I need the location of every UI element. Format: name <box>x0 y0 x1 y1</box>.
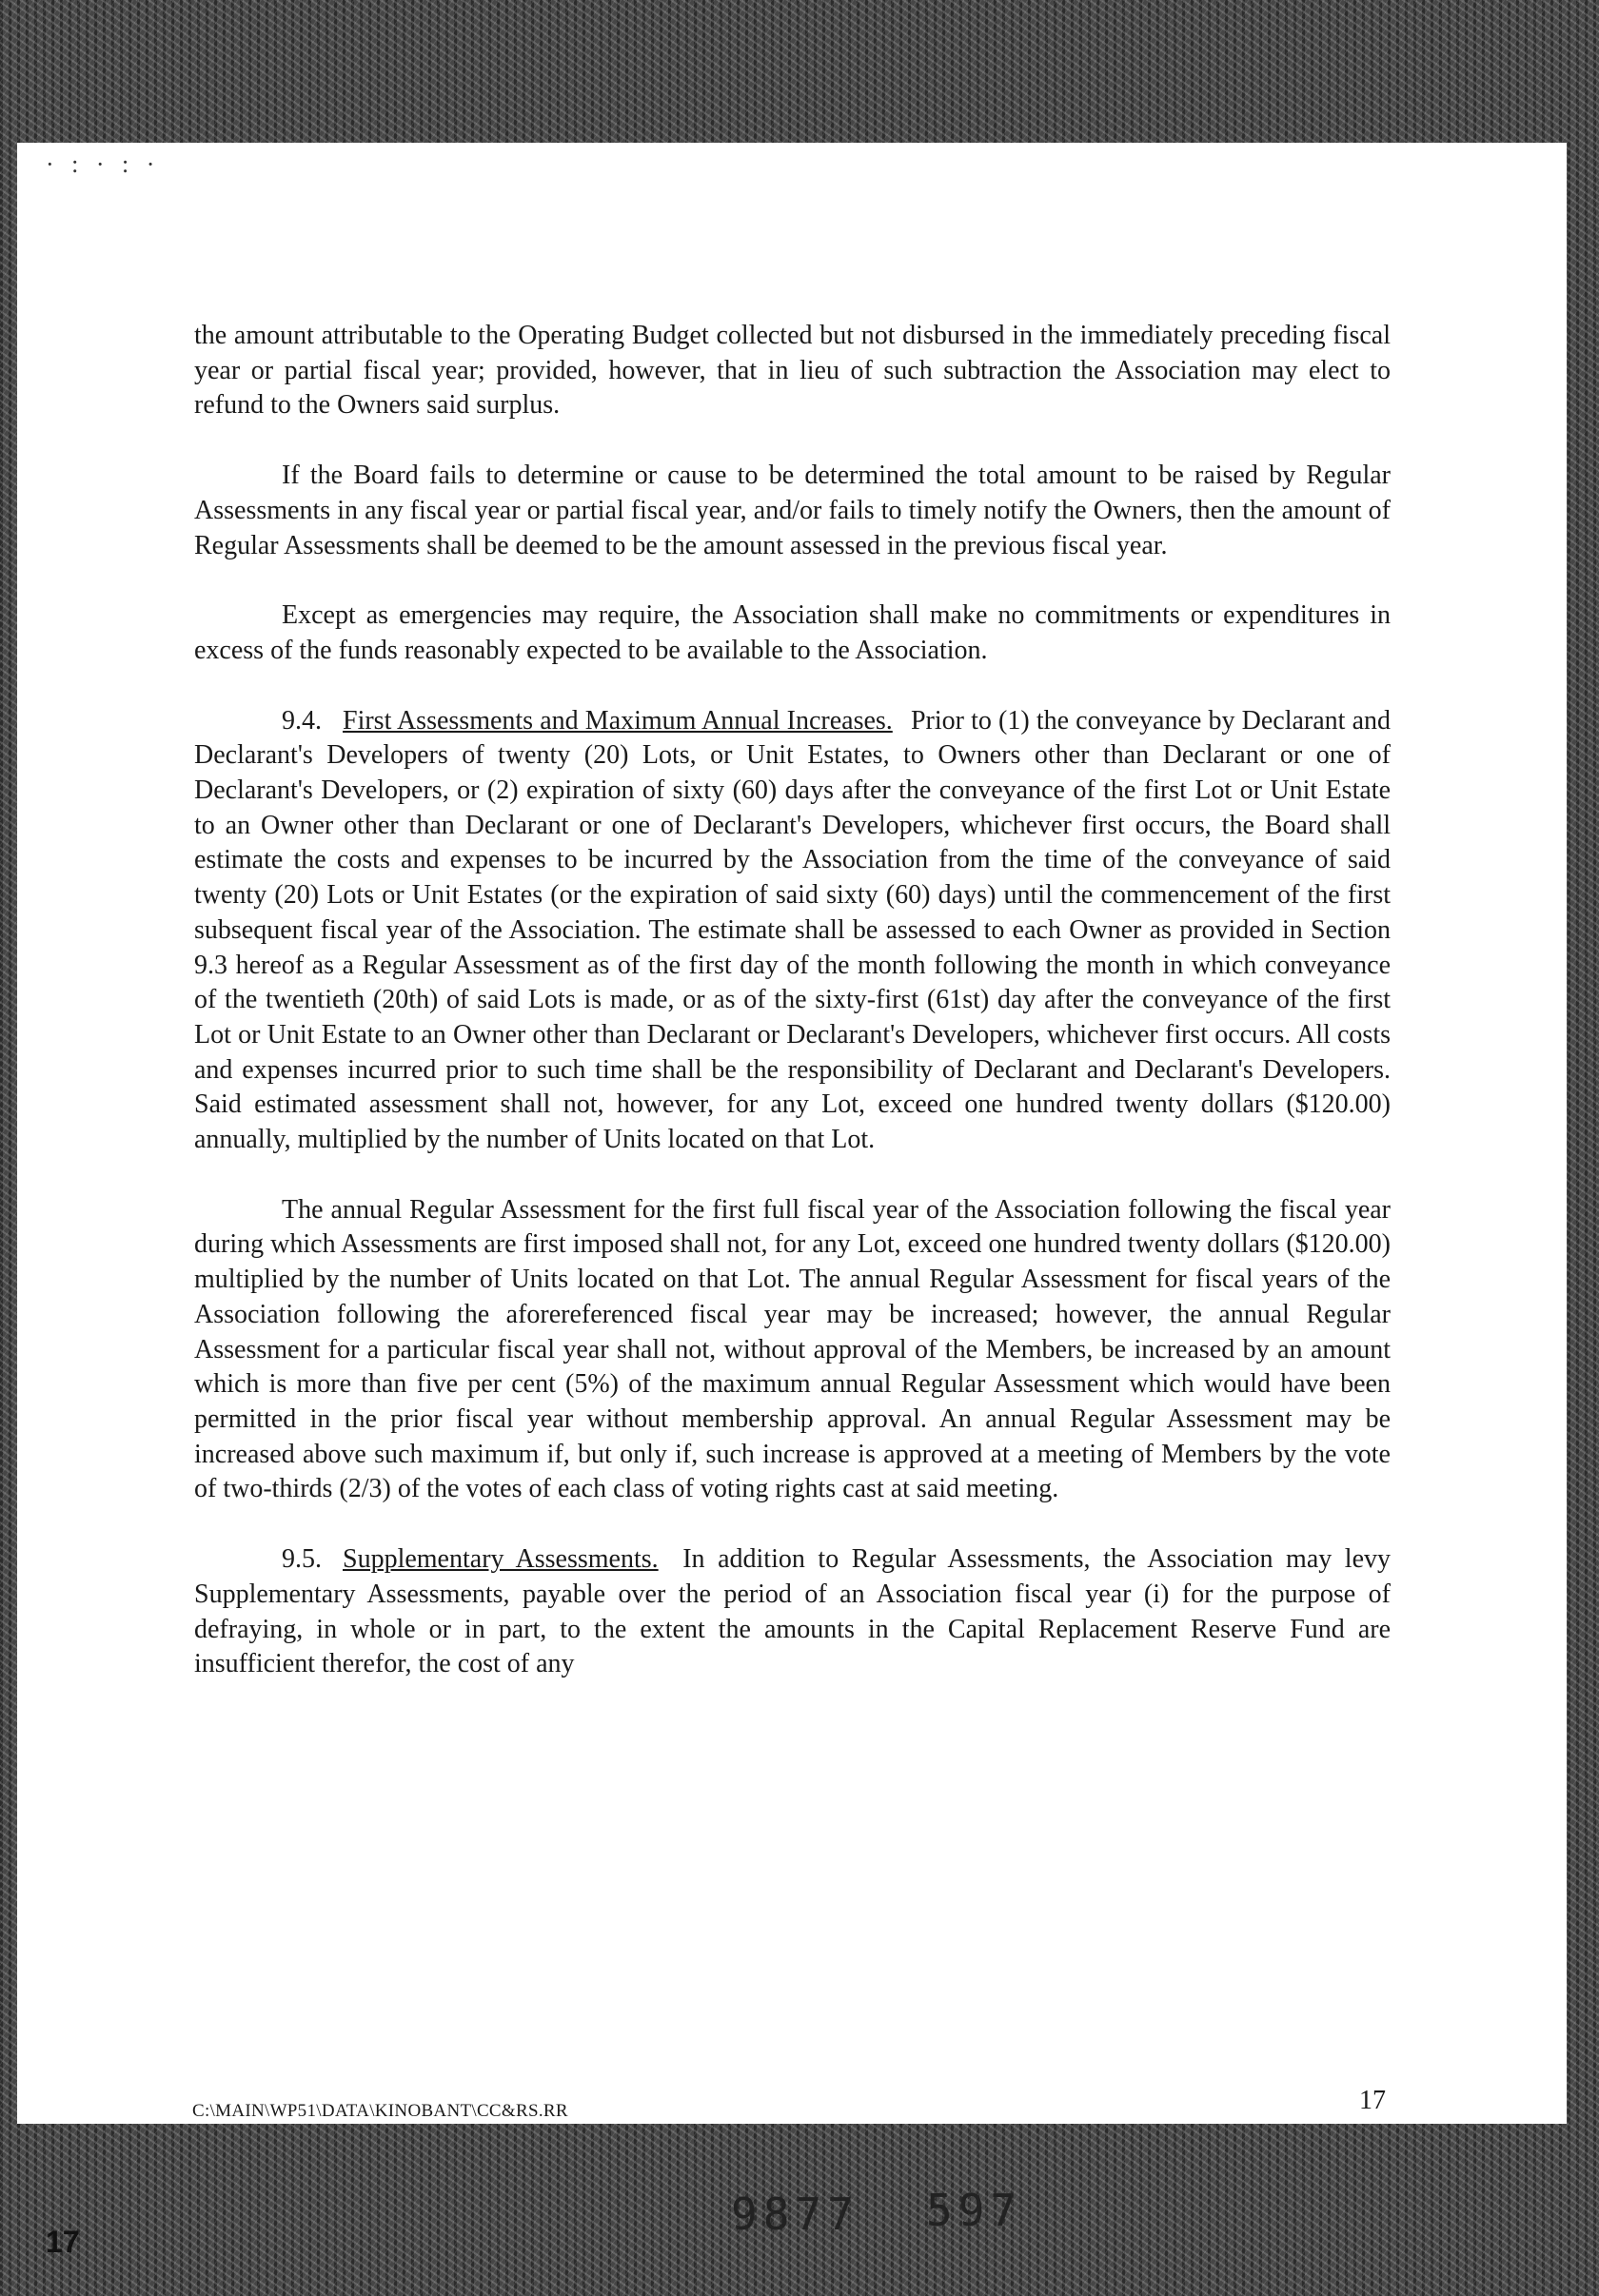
section-9-4 <box>194 704 1391 1158</box>
footer-file-path: C:\MAIN\WP51\DATA\KINOBANT\CC&RS.RR <box>192 2101 568 2121</box>
recording-stamp-book: 9877 <box>731 2188 859 2240</box>
scan-specks: · : · : · <box>46 150 161 178</box>
section-number: 9.4. <box>282 705 322 736</box>
paragraph-annual-regular-assessment: The annual Regular Assessment for the first full fiscal year of the Association following the fiscal year during which Assessments are first imposed shall not, for any Lot, exceed one hundred twenty dollars ($120.00) multiplied by the number of Units located on that Lot. The annual Regular Assessment for fiscal years of the Association following the aforereferenced fiscal year may be increased; however, the annual Regular Assessment for a particular fiscal year shall not, without approval of the Members, be increased by an amount which is more than five per cent (5%) of the maximum annual Regular Assessment which would have been permitted in the prior fiscal year without membership approval. An annual Regular Assessment may be increased above such maximum if, but only if, such increase is approved at a meeting of Members by the vote of two-thirds (2/3) of the votes of each class of voting rights cast at said meeting. <box>194 1194 1391 1504</box>
paragraph-emergencies: Except as emergencies may require, the Association shall make no commitments or expenditures in excess of the funds reasonably expected to be available to the Association. <box>194 600 1391 665</box>
section-9-5 <box>194 1542 1391 1682</box>
section-text: Prior to (1) the conveyance by Declarant and Declarant's Developers of twenty (20) Lots, or Unit Estates, to Owners other than Declarant or one of Declarant's Developers, or (2) expiration of sixty (60) days after the conveyance of the first Lot or Unit Estate to an Owner other than Declarant or one of Declarant's Developers, whichever first occurs, the Board shall estimate the costs and expenses to be incurred by the Association from the time of the conveyance of said twenty (20) Lots or Unit Estates (or the expiration of said sixty (60) days) until the commencement of the first subsequent fiscal year of the Association. The estimate shall be assessed to each Owner as provided in Section 9.3 hereof as a Regular Assessment as of the first day of the month following the month in which conveyance of the twentieth (20th) of said Lots is made, or as of the sixty-first (61st) day after the conveyance of the first Lot or Unit Estate to an Owner other than Declarant or Declarant's Developers, whichever first occurs. All costs and expenses incurred prior to such time shall be the responsibility of Declarant and Declarant's Developers. Said estimated assessment shall not, however, for any Lot, exceed one hundred twenty dollars ($120.00) annually, multiplied by the number of Units located on that Lot. <box>194 705 1392 1155</box>
paragraph-surplus-continuation: the amount attributable to the Operating Budget collected but not disbursed in the immediately preceding fiscal year or partial fiscal year; provided, however, that in lieu of such subtraction the Association may elect to refund to the Owners said surplus. <box>194 321 1391 421</box>
section-number: 9.5. <box>282 1544 322 1575</box>
margin-number: 17 <box>46 2225 80 2259</box>
page-number: 17 <box>1359 2086 1386 2115</box>
document-page <box>17 143 1567 2259</box>
section-title: Supplementary Assessments. <box>343 1544 659 1575</box>
recording-stamp-page: 597 <box>926 2185 1023 2236</box>
section-text: In addition to Regular Assessments, the Association may levy Supplementary Assessments, payable over the period of an Association fiscal year (i) for the purpose of defraying, in whole or in part, to the extent the amounts in the Capital Replacement Reserve Fund are insufficient therefor, the cost of any <box>194 1544 1392 1679</box>
document-body <box>194 319 1391 1717</box>
paragraph-board-failure: If the Board fails to determine or cause to be determined the total amount to be raised by Regular Assessments in any fiscal year or partial fiscal year, and/or fails to timely notify the Owners, then the amount of Regular Assessments shall be deemed to be the amount assessed in the previous fiscal year. <box>194 461 1391 560</box>
section-title: First Assessments and Maximum Annual Increases. <box>343 705 893 736</box>
